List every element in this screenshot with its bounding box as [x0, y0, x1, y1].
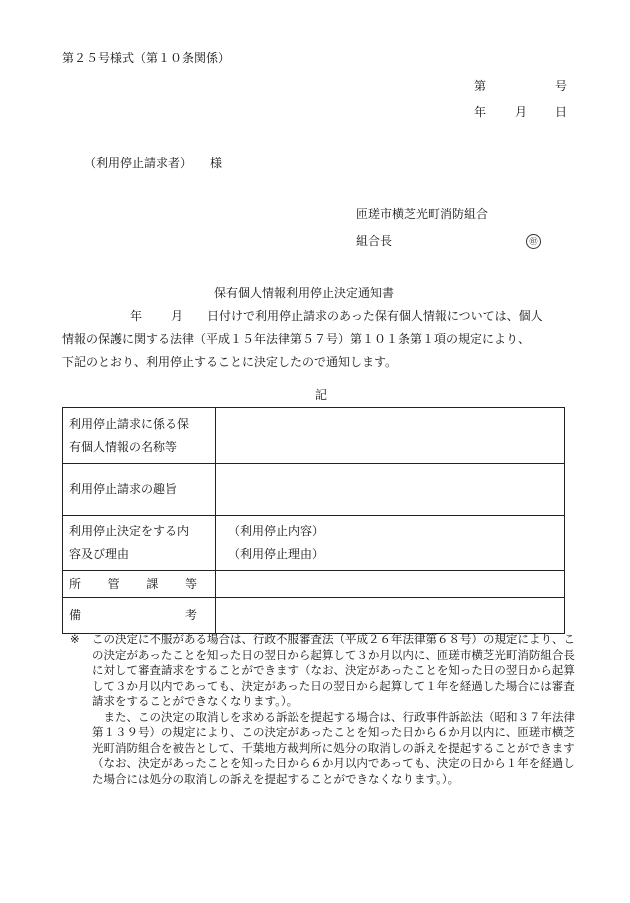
body-date-month: 月	[171, 309, 184, 323]
body-line-1-text: 日付けで利用停止請求のあった保有個人情報については、個人	[207, 309, 543, 323]
document-title: 保有個人情報利用停止決定通知書	[214, 286, 395, 300]
table-label-cell	[63, 408, 216, 464]
body-line-3: 下記のとおり、利用停止することに決定したので通知します。	[62, 355, 398, 369]
label-line: 容及び理由	[69, 547, 130, 561]
table-row	[63, 464, 565, 516]
body-paragraph	[62, 305, 582, 374]
table-label-cell	[63, 571, 216, 598]
note-paragraph-1	[70, 632, 584, 710]
body-line-2: 情報の保護に関する法律（平成１５年法律第５７号）第１０１条第１項の規定により、	[62, 332, 531, 346]
issuer-title: 組合長	[356, 234, 393, 248]
note-mark: ※	[70, 632, 80, 646]
body-line-1	[62, 305, 582, 328]
table-row	[63, 408, 565, 464]
justified-label	[69, 604, 197, 627]
table-row	[63, 571, 565, 598]
date-month-label: 月	[515, 105, 528, 119]
label-line: 利用停止決定をする内	[69, 524, 190, 538]
table-value-cell	[216, 408, 565, 464]
recipient-honorific: 様	[210, 156, 223, 170]
notes-section	[70, 632, 584, 787]
table-row	[63, 516, 565, 571]
body-date-year: 年	[130, 309, 143, 323]
label-char: 備	[69, 608, 82, 622]
label-char: 考	[184, 608, 197, 622]
table-value-cell	[216, 464, 565, 516]
table-value-cell	[216, 598, 565, 634]
date-year-label: 年	[474, 105, 487, 119]
form-number: 第２５号様式（第１０条関係）	[62, 51, 231, 65]
label-char: 等	[184, 576, 197, 591]
value-line: （利用停止理由）	[228, 547, 325, 561]
label-char: 所	[69, 576, 82, 591]
ki-heading: 記	[315, 388, 328, 402]
value-line: （利用停止内容）	[228, 524, 325, 538]
doc-number-suffix: 号	[555, 79, 568, 93]
label-line: 有個人情報の名称等	[69, 439, 178, 454]
note-text-1: この決定に不服がある場合は、行政不服審査法（平成２６年法律第６８号）の規定により、この決定があったことを知った日の翌日から起算して３か月以内に、匝瑳市横芝光町消防組合長に対して審査請求をすることができます（なお、決定があったことを知った日の翌日から起算して３か月以内であっても、決定があった日の翌日から起算して１年を経過した場合には審査請求をすることができなくなります。）。	[92, 632, 575, 708]
label-line: 利用停止請求に係る保	[69, 416, 190, 431]
label-char: 課	[146, 576, 159, 591]
doc-number-prefix: 第	[474, 79, 487, 93]
table-row	[63, 598, 565, 634]
decision-table	[62, 407, 565, 634]
label-line: 利用停止請求の趣旨	[69, 482, 178, 496]
label-char: 管	[107, 576, 120, 591]
table-value-cell	[216, 571, 565, 598]
table-label-cell	[63, 516, 216, 571]
table-label-cell	[63, 464, 216, 516]
table-label-cell	[63, 598, 216, 634]
issuer-organization: 匝瑳市横芝光町消防組合	[356, 207, 489, 221]
recipient-name: （利用停止請求者）	[84, 156, 193, 170]
table-value-cell	[216, 516, 565, 571]
note-paragraph-2: また、この決定の取消しを求める訴訟を提起する場合は、行政事件訴訟法（昭和３７年法律第１３９号）の規定により、この決定があったことを知った日から６か月以内に、匝瑳市横芝光町消防組合を被告として、千葉地方裁判所に処分の取消しの訴えを提起することができます（なお、決定があったことを知った日から６か月以内であっても、決定の日から１年を経過した場合には処分の取消しの訴えを提起することができなくなります。）。	[92, 709, 575, 786]
seal-mark: ㊞	[526, 234, 541, 249]
justified-label	[69, 573, 197, 596]
date-day-label: 日	[555, 105, 568, 119]
